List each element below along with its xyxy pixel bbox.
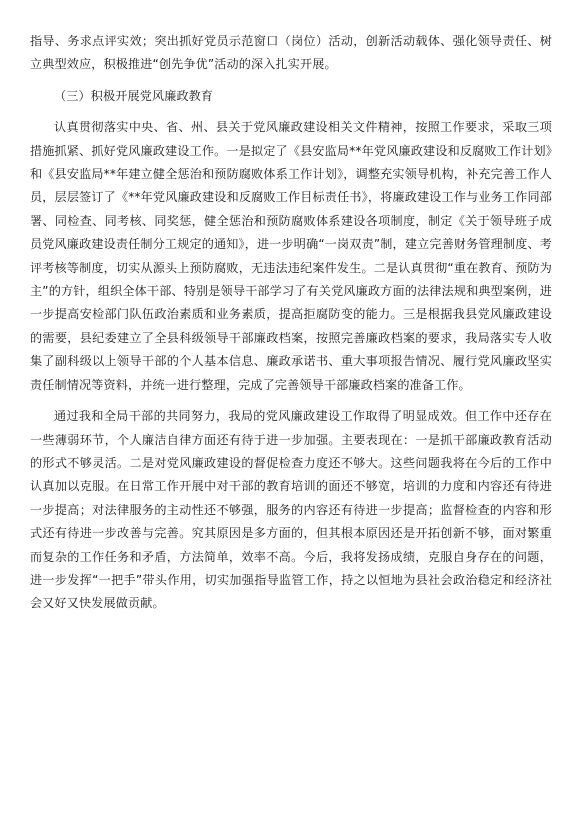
body-paragraph-1: 认真贯彻落实中央、省、州、县关于党风廉政建设相关文件精神，按照工作要求，采取三项措施抓紧、抓好党风廉政建设工作。一是拟定了《县安监局**年党风廉政建设和反腐败工作计划》和《县安监局**年建立健全惩治和预防腐败体系工作计划》，调整充实领导机构，补充完善工作人员，层层签订了《**年党风廉政建设和反腐败工作目标责任书》，将廉政建设工作与业务工作同部署、同检查、同考核、同奖惩，健全惩治和预防腐败体系建设各项制度，制定《关于领导班子成员党风廉政建设责任制分工规定的通知》，进一步明确“一岗双责”制，建立完善财务管理制度、考评考核等制度，切实从源头上预防腐败，无违法违纪案件发生。二是认真贯彻“重在教育、预防为主”的方针，组织全体干部、特别是领导干部学习了有关党风廉政方面的法律法规和典型案例，进一步提高安检部门队伍政治素质和业务素质，提高拒腐防变的能力。三是根据我县党风廉政建设的需要，县纪委建立了全县科级领导干部廉政档案，按照完善廉政档案的要求，我局落实专人收集了副科级以上领导干部的个人基本信息、廉政承诺书、重大事项报告情况、履行党风廉政坚实责任制情况等资料，并统一进行整理，完成了完善领导干部廉政档案的准备工作。 [30, 120, 552, 392]
body-paragraph-2: 通过我和全局干部的共同努力，我局的党风廉政建设工作取得了明显成效。但工作中还存在一些薄弱环节，个人廉洁自律方面还有待于进一步加强。主要表现在：一是抓干部廉政教育活动的形式不够灵活。二是对党风廉政建设的督促检查力度还不够大。这些问题我将在今后的工作中认真加以克服。在日常工作开展中对干部的教育培训的面还不够宽，培训的力度和内容还有待进一步提高；对法律服务的主动性还不够强，服务的内容还有待进一步提高；监督检查的内容和形式还有待进一步改善与完善。究其原因是多方面的，但其根本原因还是开拓创新不够，面对繁重而复杂的工作任务和矛盾，方法简单，效率不高。今后，我将发扬成绩，克服自身存在的问题，进一步发挥“一把手”带头作用，切实加强指导监管工作，持之以恒地为县社会政治稳定和经济社会又好又快发展做贡献。 [30, 409, 552, 611]
intro-paragraph: 指导、务求点评实效；突出抓好党员示范窗口（岗位）活动，创新活动载体、强化领导责任、树立典型效应，积极推进“创先争优”活动的深入扎实开展。 [30, 34, 552, 72]
section-heading: （三）积极开展党风廉政教育 [54, 88, 214, 103]
document-page [30, 30, 552, 616]
